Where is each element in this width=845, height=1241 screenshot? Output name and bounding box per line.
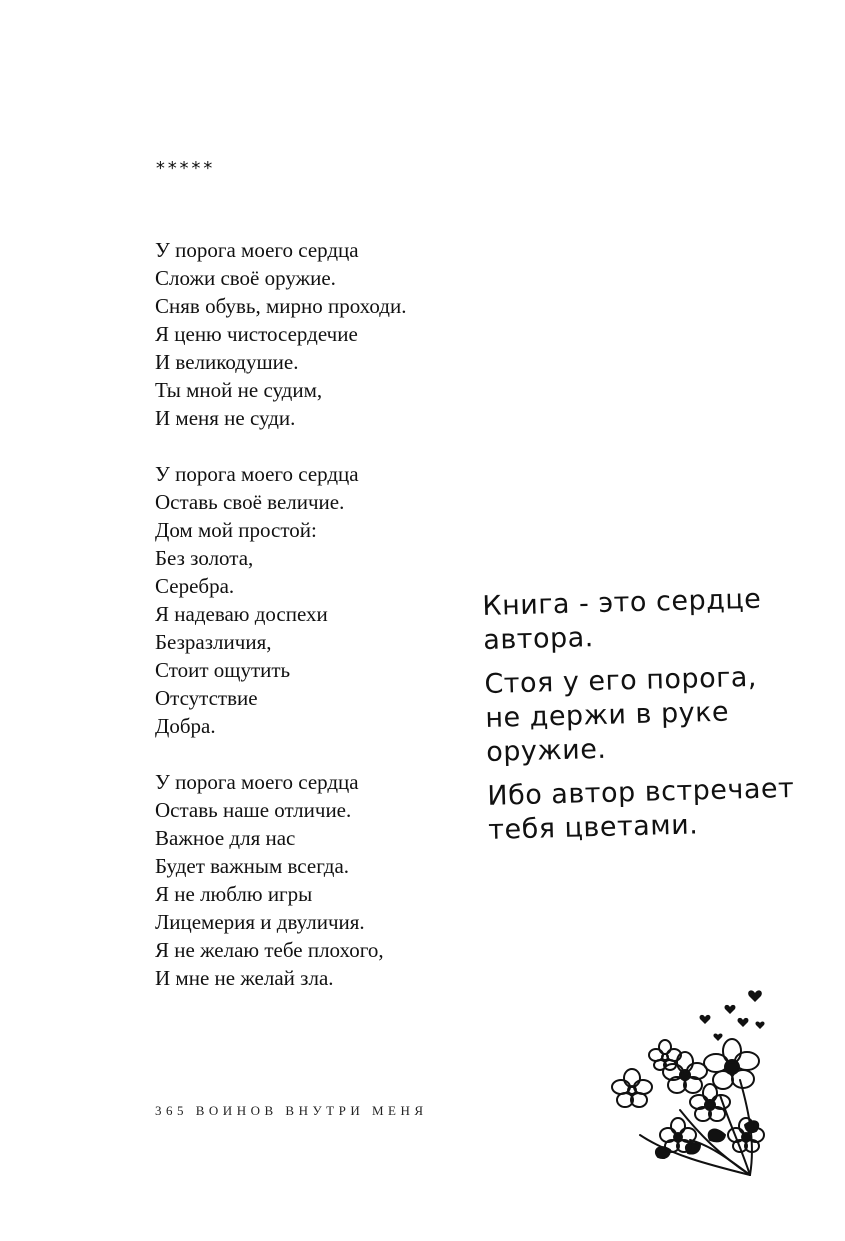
note-line: не держи в руке <box>484 696 730 734</box>
section-separator: ***** <box>155 158 215 179</box>
note-line: Стоя у его порога, <box>484 661 758 700</box>
poem-line: Ты мной не судим, <box>155 378 323 402</box>
note-line: Книга - это сердце <box>482 583 762 622</box>
poem-line: У порога моего сердца <box>155 462 359 486</box>
stanza-3 <box>155 768 485 992</box>
poem-line: Безразличия, <box>155 630 272 654</box>
poem-line: Оставь наше отличие. <box>155 798 352 822</box>
note-line: оружие. <box>485 733 607 768</box>
poem-line: Лицемерия и двуличия. <box>155 910 365 934</box>
poem-line: Дом мой простой: <box>155 518 317 542</box>
poem-line: Я не люблю игры <box>155 882 313 906</box>
poem-line: Серебра. <box>155 574 235 598</box>
poem-line: У порога моего сердца <box>155 238 359 262</box>
stanza-1 <box>155 236 485 432</box>
poem-line: Добра. <box>155 714 216 738</box>
poem-line: И мне не желай зла. <box>155 966 334 990</box>
poem-line: И меня не суди. <box>155 406 296 430</box>
poem-line: Оставь своё величие. <box>155 490 345 514</box>
poem-line: Я не желаю тебе плохого, <box>155 938 384 962</box>
poem-line: Стоит ощутить <box>155 658 291 682</box>
poem-line: И великодушие. <box>155 350 299 374</box>
handwritten-note <box>482 582 795 848</box>
note-line: тебя цветами. <box>487 809 699 846</box>
poem <box>155 236 485 992</box>
poem-line: Будет важным всегда. <box>155 854 350 878</box>
note-line: автора. <box>482 622 595 656</box>
stanza-2 <box>155 460 485 740</box>
poem-line: У порога моего сердца <box>155 770 359 794</box>
note-line: Ибо автор встречает <box>486 772 795 812</box>
poem-line: Сняв обувь, мирно проходи. <box>155 294 407 318</box>
poem-line: Отсутствие <box>155 686 258 710</box>
poem-line: Сложи своё оружие. <box>155 266 336 290</box>
poem-line: Важное для нас <box>155 826 296 850</box>
poem-line: Без золота, <box>155 546 254 570</box>
flower-bouquet-icon <box>600 985 780 1185</box>
running-footer: 365 ВОИНОВ ВНУТРИ МЕНЯ <box>155 1103 428 1118</box>
poem-line: Я надеваю доспехи <box>155 602 328 626</box>
poem-line: Я ценю чистосердечие <box>155 322 358 346</box>
